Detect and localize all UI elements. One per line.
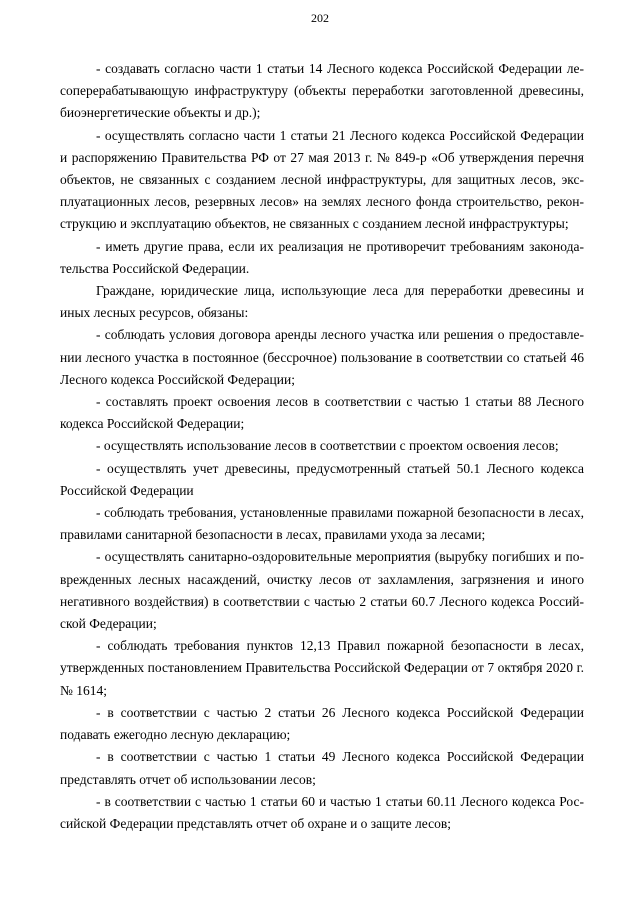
- paragraph: - создавать согласно части 1 статьи 14 Лесного кодекса Российской Федерации лесоперерабатывающую инфраструктуру (объекты переработки заготовленной древесины, биоэнергетические объекты и др.);: [60, 61, 584, 121]
- paragraph: - в соответствии с частью 1 статьи 49 Лесного кодекса Российской Федерации представлять отчет об использовании лесов;: [60, 749, 584, 787]
- paragraph: - осуществлять учет древесины, предусмотренный статьей 50.1 Лесного кодекса Российской Федерации: [60, 460, 584, 498]
- paragraph: - соблюдать условия договора аренды лесного участка или решения о предоставлении лесного участка в постоянное (бессрочное) пользование в соответствии со статьей 46 Лесного кодекса Российской Федерации;: [60, 327, 584, 387]
- paragraph: - осуществлять использование лесов в соответствии с проектом освоения лесов;: [96, 438, 559, 454]
- paragraph: - составлять проект освоения лесов в соответствии с частью 1 статьи 88 Лесного кодекса Российской Федерации;: [60, 394, 584, 432]
- paragraph: - соблюдать требования, установленные правилами пожарной безопасности в лесах, правилами санитарной безопасности в лесах, правилами ухода за лесами;: [60, 505, 584, 543]
- paragraph: - осуществлять согласно части 1 статьи 21 Лесного кодекса Российской Федерации и распоряжению Правительства РФ от 27 мая 2013 г. № 849-р «Об утверждения перечня объектов, не связанных с созданием лесной инфраструктуры, для защитных лесов, эксплуатационных лесов, резервных лесов» на землях лесного фонда строительство, реконструкцию и эксплуатацию объектов, не связанных с созданием лесной инфраструктуры;: [60, 127, 584, 232]
- paragraph: - в соответствии с частью 2 статьи 26 Лесного кодекса Российской Федерации подавать ежегодно лесную декларацию;: [60, 704, 584, 743]
- paragraph: - осуществлять санитарно-оздоровительные мероприятия (вырубку погибших и поврежденных лесных насаждений, очистку лесов от захламления, загрязнения и иного негативного воздействия) в соответствии с частью 2 статьи 60.7 Лесного кодекса Российской Федерации;: [60, 549, 584, 632]
- paragraph: - иметь другие права, если их реализация не противоречит требованиям законодательства Российской Федерации.: [60, 238, 584, 276]
- page-number: 202: [311, 11, 329, 25]
- paragraph: - соблюдать требования пунктов 12,13 Правил пожарной безопасности в лесах, утвержденных постановлением Правительства Российской Федерации от 7 октября 2020 г. № 1614;: [60, 638, 584, 698]
- paragraph: - в соответствии с частью 1 статьи 60 и частью 1 статьи 60.11 Лесного кодекса Российской Федерации представлять отчет об охране и о защите лесов;: [60, 793, 584, 831]
- paragraph: Граждане, юридические лица, использующие леса для переработки древесины и иных лесных ресурсов, обязаны:: [60, 283, 584, 321]
- document-body: [60, 58, 584, 835]
